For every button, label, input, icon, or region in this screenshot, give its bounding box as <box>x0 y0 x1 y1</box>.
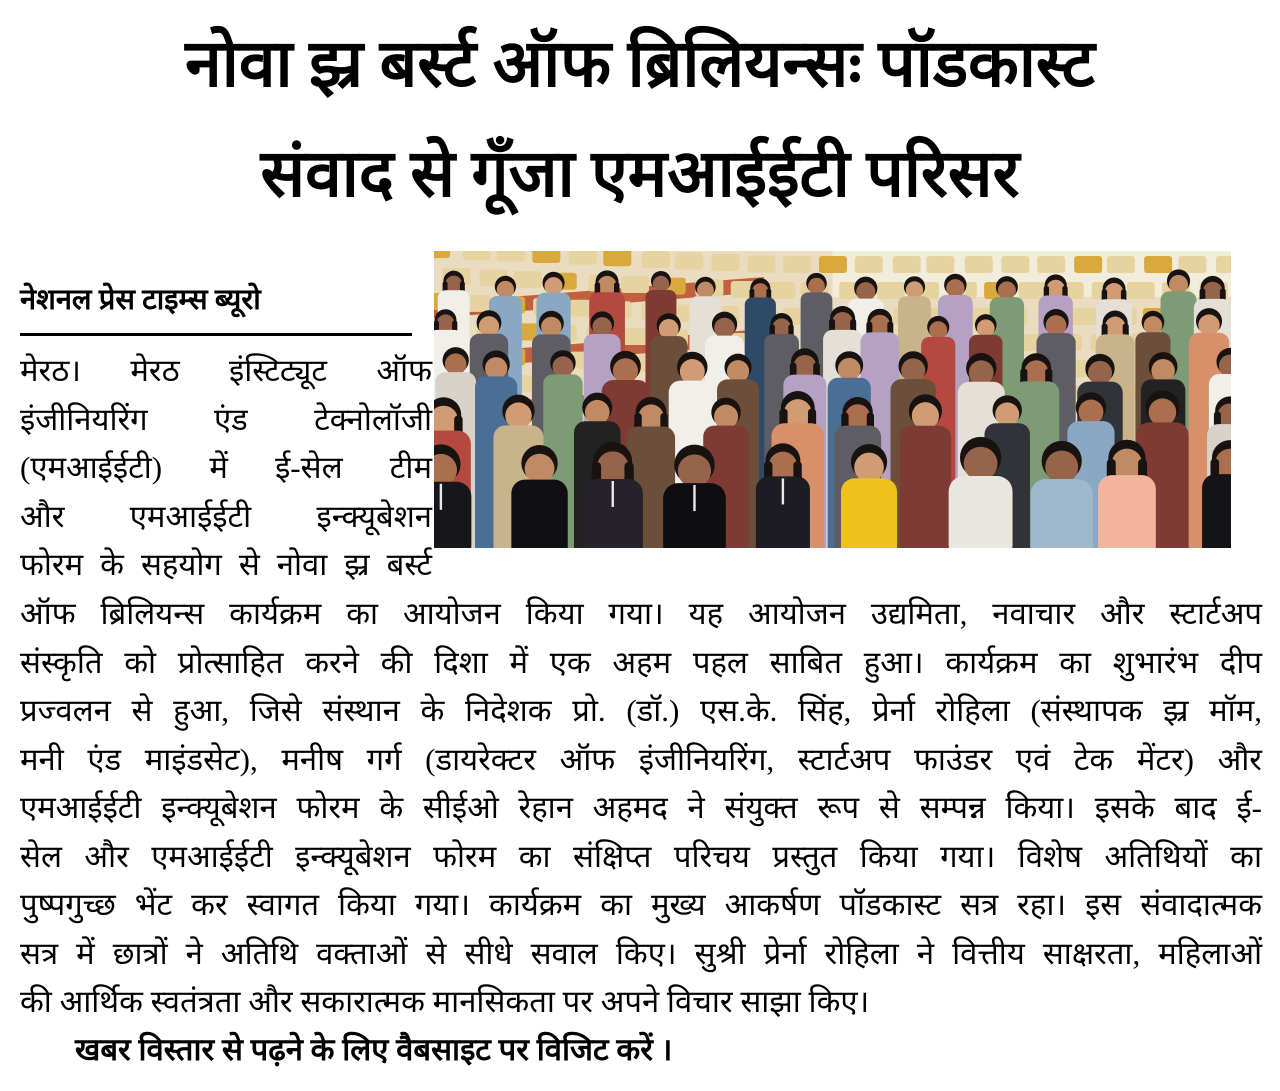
text-line: ऑफ ब्रिलियन्स कार्यक्रम का आयोजन किया गया। यह आयोजन उद्यमिता, नवाचार और स्टार्टअप <box>20 596 1262 631</box>
text-line: संस्कृति को प्रोत्साहित करने की दिशा में एक अहम पहल साबित हुआ। कार्यक्रम का शुभारंभ दीप <box>20 644 1262 680</box>
headline <box>0 10 1280 230</box>
article-closing-line: खबर विस्तार से पढ़ने के लिए वैबसाइट पर विजिट करें । <box>75 1032 673 1067</box>
text-line: पुष्पगुच्छ भेंट कर स्वागत किया गया। कार्यक्रम का मुख्य आकर्षण पॉडकास्ट सत्र रहा। इस संवादात्मक <box>20 887 1262 922</box>
text-line: सत्र में छात्रों ने अतिथि वक्ताओं से सीधे सवाल किए। सुश्री प्रेर्ना रोहिला ने वित्तीय साक्षरता, महिलाओं <box>20 935 1262 971</box>
text-line: संवाद से गूँजा एमआईईटी परिसर <box>260 138 1020 211</box>
photo-illustration <box>434 251 1231 548</box>
text-line: मेरठ। मेरठ इंस्टिट्यूट ऑफ <box>20 353 432 388</box>
text-line: की आर्थिक स्वतंत्रता और सकारात्मक मानसिकता पर अपने विचार साझा किए। <box>20 984 870 1019</box>
text-line: एमआईईटी इन्क्यूबेशन फोरम के सीईओ रेहान अहमद ने संयुक्त रूप से सम्पन्न किया। इसके बाद ई- <box>20 790 1262 825</box>
text-line: (एमआईईटी) में ई-सेल टीम <box>20 450 432 485</box>
byline-rule <box>20 333 412 336</box>
text-line: प्रज्वलन से हुआ, जिसे संस्थान के निदेशक प्रो. (डॉ.) एस.के. सिंह, प्रेर्ना रोहिला (संस्थापक झ्र मॉम, <box>20 693 1262 728</box>
text-line: मनी एंड माइंडसेट), मनीष गर्ग (डायरेक्टर ऑफ इंजीनियरिंग, स्टार्टअप फाउंडर एवं टेक मेंटर) और <box>20 741 1262 777</box>
text-line: इंजीनियरिंग एंड टेक्नोलॉजी <box>20 401 432 437</box>
byline: नेशनल प्रेस टाइम्स ब्यूरो <box>20 284 261 316</box>
article-photo <box>434 251 1231 548</box>
text-line: सेल और एमआईईटी इन्क्यूबेशन फोरम का संक्षिप्त परिचय प्रस्तुत किया गया। विशेष अतिथियों का <box>20 838 1262 874</box>
text-line: और एमआईईटी इन्क्यूबेशन <box>20 498 432 534</box>
article-body <box>20 590 1262 1027</box>
text-line: नोवा झ्र बर्स्ट ऑफ ब्रिलियन्सः पॉडकास्ट <box>185 28 1095 101</box>
article-intro-column <box>20 347 432 590</box>
text-line: फोरम के सहयोग से नोवा झ्र बर्स्ट <box>20 547 432 582</box>
